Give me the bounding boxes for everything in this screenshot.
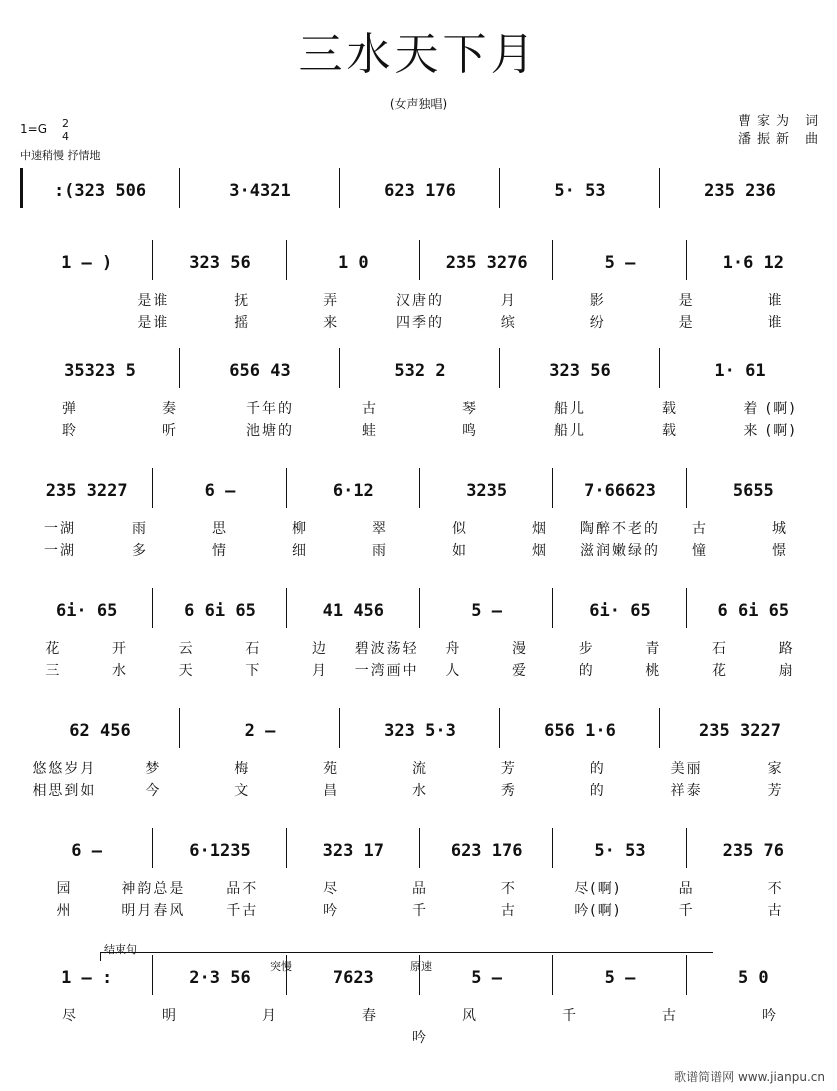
lyric-word: 祥泰: [670, 783, 703, 799]
lyric-word: 尽(啊): [574, 881, 622, 897]
lyric-word: 花: [712, 663, 729, 679]
lyric-word: 影: [589, 293, 606, 309]
mark-slow: 突慢: [270, 960, 292, 973]
measure: 235 76: [722, 841, 785, 861]
barline: [286, 240, 287, 280]
measure: 1 0: [337, 253, 369, 273]
lyric-word: 不: [767, 881, 784, 897]
lyric-line: [20, 290, 820, 310]
lyric-word: 花: [45, 641, 62, 657]
barline: [659, 168, 660, 208]
barline: [419, 828, 420, 868]
measure: 323 17: [322, 841, 385, 861]
lyric-word: 步: [578, 641, 595, 657]
lyric-word: 春: [362, 1008, 378, 1024]
lyric-word: 文: [234, 783, 251, 799]
lyric-word: 吟: [762, 1008, 778, 1024]
lyric-word: 的: [578, 663, 595, 679]
lyric-word: 路: [778, 641, 795, 657]
lyric-word: 尽: [62, 1008, 78, 1024]
barline: [179, 168, 180, 208]
measure: 1 – ): [61, 253, 113, 273]
lyric-word: 古: [692, 521, 708, 537]
lyric-word: 细: [292, 543, 308, 559]
lyric-word: 缤: [500, 315, 517, 331]
lyric-word: 的: [589, 783, 606, 799]
lyric-word: 水: [412, 783, 428, 799]
lyric-word: 古: [500, 903, 517, 919]
lyric-word: 吟: [412, 1030, 428, 1046]
lyric-word: 园: [56, 881, 73, 897]
lyric-word: 的: [589, 761, 606, 777]
lyric-line: [20, 312, 820, 332]
measure: 5 –: [604, 968, 636, 988]
lyric-word: 边: [312, 641, 329, 657]
measure: 235 236: [704, 181, 776, 201]
lyric-word: 美丽: [670, 761, 703, 777]
lyric-word: 品: [412, 881, 428, 897]
lyricist: 曹家为 词: [738, 114, 825, 129]
barline: [286, 468, 287, 508]
measure: 235 3227: [45, 481, 128, 501]
measure: 323 56: [549, 361, 611, 381]
barline: [339, 708, 340, 748]
lyric-word: 城: [772, 521, 788, 537]
lyric-word: 云: [178, 641, 195, 657]
lyric-word: 是: [678, 293, 695, 309]
lyric-word: 古: [362, 401, 378, 417]
lyric-word: 听: [162, 423, 178, 439]
key-signature: 1=G: [20, 122, 47, 136]
lyric-word: 奏: [162, 401, 178, 417]
lyric-word: 憬: [772, 543, 788, 559]
lyric-line: [20, 780, 820, 800]
measure: 235 3276: [445, 253, 528, 273]
lyric-word: 烟: [532, 543, 548, 559]
lyric-word: 明月春风: [121, 903, 186, 919]
lyric-word: 下: [245, 663, 262, 679]
measure: 6i· 65: [55, 601, 118, 621]
lyric-word: 汉唐的: [396, 293, 444, 309]
lyric-word: 芳: [500, 761, 517, 777]
lyric-word: 琴: [462, 401, 478, 417]
barline: [286, 828, 287, 868]
lyric-word: 月: [312, 663, 329, 679]
measure: 1 – :: [61, 968, 113, 988]
measure: 6·1235: [189, 841, 251, 861]
measure: 2·3 56: [189, 968, 251, 988]
lyric-word: 千年的: [246, 401, 294, 417]
measure: 5· 53: [554, 181, 606, 201]
measure: 6i· 65: [589, 601, 651, 621]
lyric-word: 陶醉不老的: [580, 521, 660, 537]
lyric-word: 州: [56, 903, 73, 919]
lyric-word: 鸣: [462, 423, 478, 439]
lyric-word: 蛙: [362, 423, 378, 439]
measure: 2 –: [244, 721, 276, 741]
barline: [179, 708, 180, 748]
lyric-word: 神韵总是: [121, 881, 186, 897]
lyric-word: 一湖: [44, 521, 76, 537]
lyric-word: 谁: [767, 293, 784, 309]
watermark: 歌谱简谱网 www.jianpu.cn: [674, 1070, 825, 1084]
lyric-word: 载: [662, 401, 678, 417]
lyric-word: 船儿: [554, 401, 586, 417]
measure: 5 0: [737, 968, 769, 988]
lyric-word: 聆: [62, 423, 78, 439]
barline: [419, 468, 420, 508]
ending-bracket: [100, 952, 713, 961]
barline: [152, 955, 153, 995]
measure: 656 1·6: [544, 721, 616, 741]
lyric-word: 人: [445, 663, 462, 679]
lyric-word: 青: [645, 641, 662, 657]
lyric-word: 纷: [589, 315, 606, 331]
lyric-word: 扇: [778, 663, 795, 679]
barline: [339, 348, 340, 388]
lyric-word: 桃: [645, 663, 662, 679]
measure: 6 –: [204, 481, 236, 501]
lyric-word: 梅: [234, 761, 251, 777]
measure: 5655: [732, 481, 774, 501]
time-sig-top: 2: [62, 117, 69, 130]
lyric-word: 思: [212, 521, 228, 537]
lyric-word: 滋润嫩绿的: [580, 543, 660, 559]
measure: 5 –: [604, 253, 636, 273]
lyric-word: 雨: [372, 543, 388, 559]
barline: [152, 240, 153, 280]
measure: 7623: [332, 968, 374, 988]
barline: [552, 828, 553, 868]
lyric-word: 来: [323, 315, 340, 331]
barline: [152, 468, 153, 508]
lyric-word: 吟: [323, 903, 340, 919]
lyric-word: 苑: [323, 761, 340, 777]
lyric-word: 翠: [372, 521, 388, 537]
barline: [152, 588, 153, 628]
lyric-line: [20, 758, 820, 778]
lyric-line: [20, 878, 820, 898]
lyric-word: 风: [462, 1008, 478, 1024]
barline: [686, 240, 687, 280]
lyric-line: [20, 420, 820, 440]
measure: 1· 61: [714, 361, 766, 381]
measure: 5 –: [471, 968, 503, 988]
barline: [499, 168, 500, 208]
lyric-word: 来 (啊): [743, 423, 797, 439]
lyric-word: 天: [178, 663, 195, 679]
lyric-word: [20, 290, 109, 310]
barline: [179, 348, 180, 388]
lyric-word: 舟: [445, 641, 462, 657]
barline: [499, 708, 500, 748]
barline: [686, 955, 687, 995]
measure: 35323 5: [64, 361, 136, 381]
page-title: 三水天下月: [298, 29, 539, 80]
barline: [419, 588, 420, 628]
lyric-word: 古: [662, 1008, 678, 1024]
lyric-word: 千: [412, 903, 428, 919]
time-sig-bottom: 4: [62, 130, 69, 143]
composer: 潘振新 曲: [738, 132, 825, 147]
barline: [419, 240, 420, 280]
measure: 623 176: [450, 841, 523, 861]
lyric-word: 憧: [692, 543, 708, 559]
lyric-word: 是: [678, 315, 695, 331]
lyric-word: 芳: [767, 783, 784, 799]
lyric-line: [20, 660, 820, 680]
lyric-word: 四季的: [396, 315, 444, 331]
lyric-word: 谁: [767, 315, 784, 331]
measure: 323 56: [189, 253, 251, 273]
measure: 7·66623: [584, 481, 656, 501]
measure: 1·6 12: [722, 253, 785, 273]
barline: [552, 955, 553, 995]
barline: [339, 168, 340, 208]
barline: [686, 468, 687, 508]
lyric-word: 悠悠岁月: [32, 761, 97, 777]
lyric-word: 雨: [132, 521, 148, 537]
lyric-word: 不: [500, 881, 517, 897]
lyric-word: 烟: [532, 521, 548, 537]
barline: [152, 828, 153, 868]
lyric-word: 千: [562, 1008, 578, 1024]
lyric-word: 尽: [323, 881, 340, 897]
barline: [499, 348, 500, 388]
lyric-word: 弄: [323, 293, 340, 309]
barline: [552, 588, 553, 628]
measure: 323 5·3: [384, 721, 456, 741]
lyric-word: 池塘的: [246, 423, 294, 439]
measure: 623 176: [384, 181, 456, 201]
barline: [686, 828, 687, 868]
lyric-word: 似: [452, 521, 468, 537]
measure: 41 456: [322, 601, 385, 621]
lyric-word: 载: [662, 423, 678, 439]
barline: [552, 468, 553, 508]
lyric-word: 船儿: [554, 423, 586, 439]
barline: [686, 588, 687, 628]
barline: [552, 240, 553, 280]
ending-label: 结束句: [104, 943, 137, 956]
lyric-word: 石: [245, 641, 262, 657]
measure: 6·12: [332, 481, 374, 501]
barline: [20, 168, 23, 208]
measure: 5 –: [471, 601, 503, 621]
lyric-line: [20, 1027, 820, 1047]
lyric-word: 多: [132, 543, 148, 559]
lyric-word: 秀: [500, 783, 517, 799]
lyric-word: 碧波荡轻: [354, 641, 419, 657]
lyric-word: 千: [678, 903, 695, 919]
lyric-word: 家: [767, 761, 784, 777]
lyric-word: 是谁: [137, 293, 170, 309]
lyric-word: 品: [678, 881, 695, 897]
measure: 5· 53: [594, 841, 646, 861]
lyric-word: [20, 312, 109, 332]
measure: 6 6i 65: [717, 601, 790, 621]
lyric-line: [20, 518, 820, 538]
lyric-word: 明: [162, 1008, 178, 1024]
measure: 6 6i 65: [184, 601, 256, 621]
lyric-word: 情: [212, 543, 228, 559]
lyric-line: [20, 540, 820, 560]
lyric-word: 千古: [226, 903, 259, 919]
lyric-word: 吟(啊): [574, 903, 622, 919]
lyric-word: 柳: [292, 521, 308, 537]
lyric-word: 相思到如: [32, 783, 97, 799]
lyric-word: 一湖: [44, 543, 76, 559]
measure: 3·4321: [229, 181, 291, 201]
lyric-word: 是谁: [137, 315, 170, 331]
lyric-word: 弹: [62, 401, 78, 417]
lyric-word: 今: [145, 783, 162, 799]
measure: :(323 506: [53, 181, 147, 201]
lyric-line: [20, 1005, 820, 1025]
lyric-word: 流: [412, 761, 428, 777]
measure: 62 456: [69, 721, 131, 741]
lyric-word: 梦: [145, 761, 162, 777]
measure: 656 43: [229, 361, 291, 381]
measure: 3235: [466, 481, 508, 501]
barline: [659, 708, 660, 748]
lyric-word: 品不: [226, 881, 259, 897]
tempo-marking: 中速稍慢 抒情地: [20, 149, 101, 162]
lyric-word: 爱: [512, 663, 529, 679]
lyric-word: 抚: [234, 293, 251, 309]
lyric-word: 石: [712, 641, 729, 657]
lyric-line: [20, 638, 820, 658]
lyric-word: 漫: [512, 641, 529, 657]
lyric-word: 月: [262, 1008, 278, 1024]
lyric-word: 摇: [234, 315, 251, 331]
subtitle: (女声独唱): [389, 97, 448, 111]
lyric-word: 一湾画中: [354, 663, 419, 679]
lyric-word: 三: [45, 663, 62, 679]
barline: [659, 348, 660, 388]
measure: 6 –: [71, 841, 103, 861]
measure: 235 3227: [699, 721, 781, 741]
mark-a-tempo: 原速: [410, 960, 432, 973]
lyric-word: 开: [112, 641, 128, 657]
lyric-line: [20, 900, 820, 920]
lyric-word: 昌: [323, 783, 340, 799]
barline: [286, 588, 287, 628]
lyric-word: 如: [452, 543, 468, 559]
lyric-word: 月: [500, 293, 517, 309]
measure: 532 2: [394, 361, 446, 381]
lyric-word: 水: [112, 663, 128, 679]
lyric-line: [20, 398, 820, 418]
lyric-word: 古: [767, 903, 784, 919]
lyric-word: 着 (啊): [743, 401, 797, 417]
